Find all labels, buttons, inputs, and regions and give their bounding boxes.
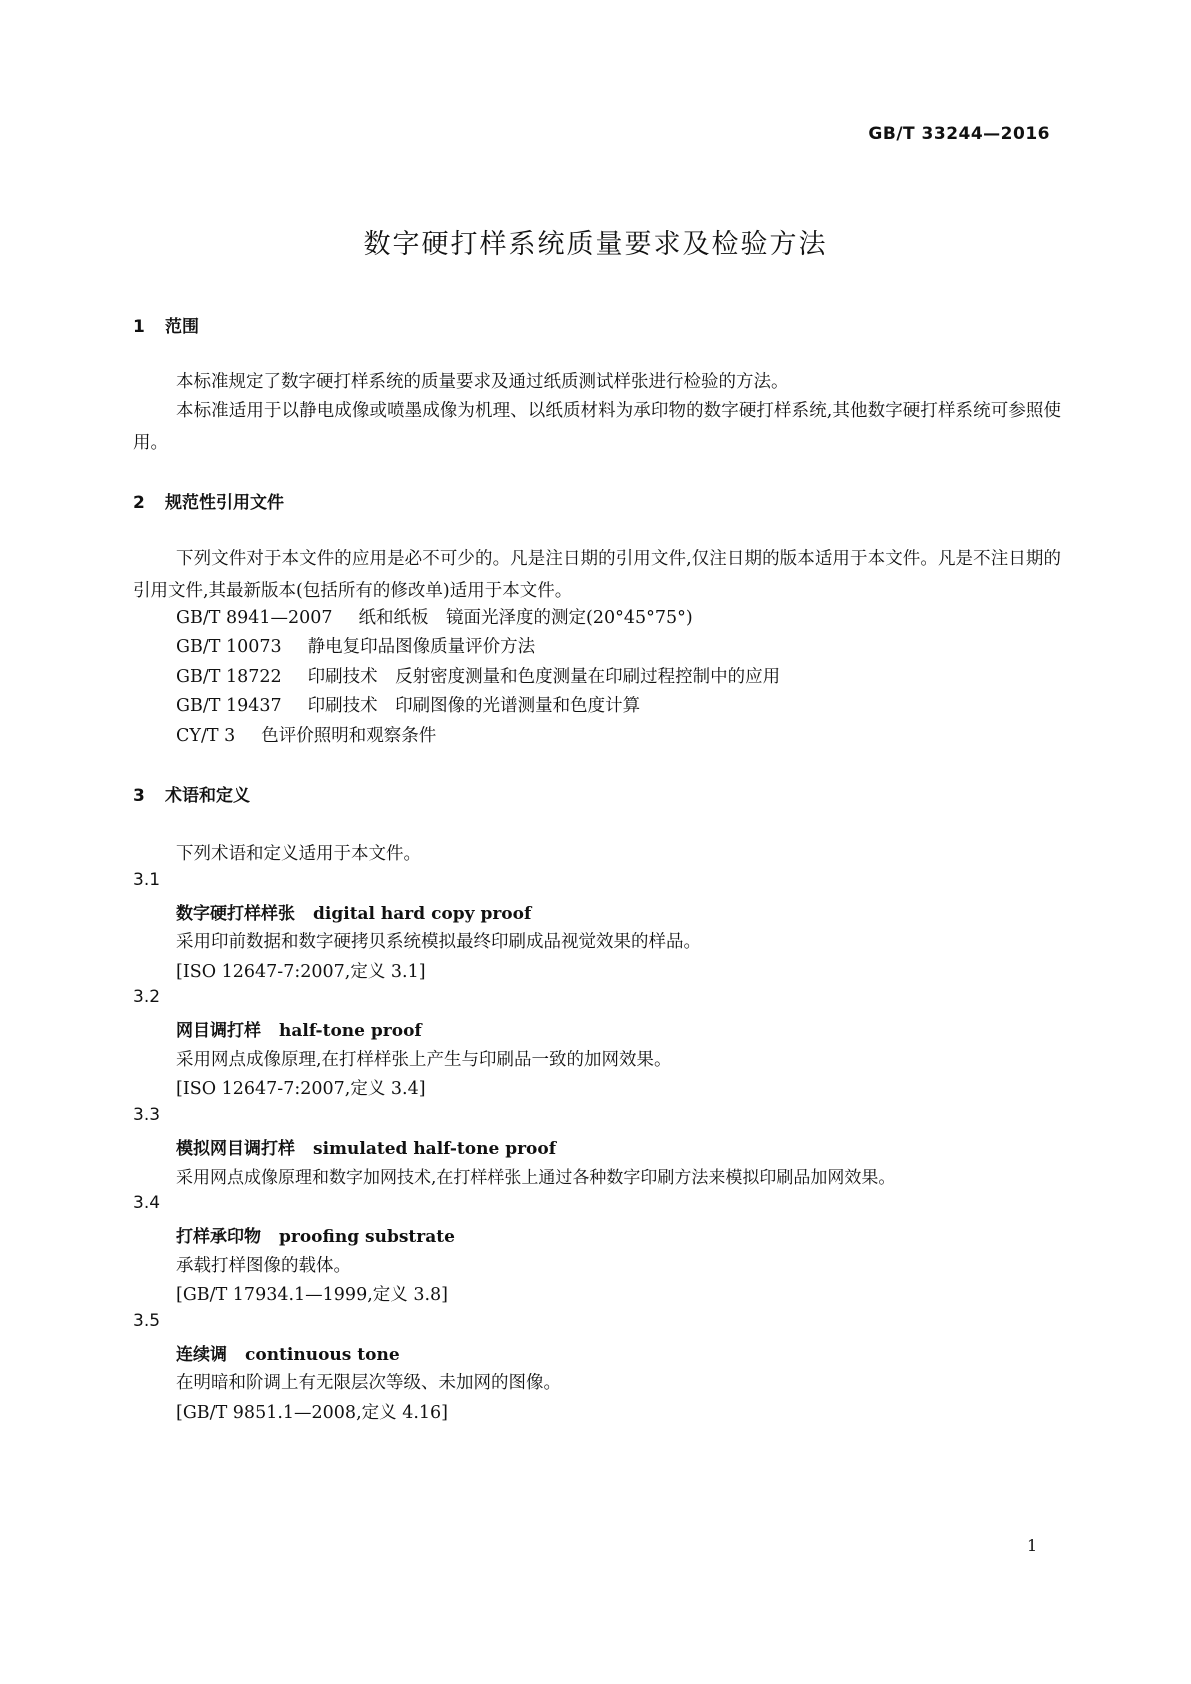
term-number: 3.3 [133, 1105, 161, 1125]
section-2-heading [133, 488, 284, 513]
reference-item [176, 722, 436, 747]
term-definition: 采用网点成像原理和数字加网技术,在打样样张上通过各种数字印刷方法来模拟印刷品加网效果。 [176, 1168, 896, 1188]
term-definition: 在明暗和阶调上有无限层次等级、未加网的图像。 [176, 1373, 561, 1393]
reference-title: 静电复印品图像质量评价方法 [307, 637, 536, 657]
reference-title: 印刷技术 印刷图像的光谱测量和色度计算 [307, 696, 641, 716]
term-heading [176, 899, 531, 924]
reference-title: 纸和纸板 镜面光泽度的测定(20°45°75°) [358, 608, 693, 628]
reference-title: 印刷技术 反射密度测量和色度测量在印刷过程控制中的应用 [307, 667, 781, 687]
term-heading [176, 1134, 556, 1159]
term-en: digital hard copy proof [313, 904, 532, 924]
term-source: [ISO 12647-7:2007,定义 3.1] [176, 962, 426, 982]
section-number: 1 [133, 317, 145, 337]
standard-code: GB/T 33244—2016 [868, 124, 1050, 144]
reference-item [176, 633, 535, 658]
term-heading [176, 1016, 422, 1041]
term-en: half-tone proof [279, 1021, 422, 1041]
section-3-heading [133, 781, 250, 806]
reference-code: GB/T 18722 [176, 667, 282, 687]
term-cn: 网目调打样 [176, 1021, 261, 1041]
term-cn: 打样承印物 [176, 1227, 261, 1247]
reference-item [176, 692, 640, 717]
term-heading [176, 1340, 400, 1365]
term-en: simulated half-tone proof [313, 1139, 557, 1159]
term-source: [GB/T 9851.1—2008,定义 4.16] [176, 1403, 448, 1423]
term-heading [176, 1222, 455, 1247]
term-definition: 采用网点成像原理,在打样样张上产生与印刷品一致的加网效果。 [176, 1050, 672, 1070]
section-title: 术语和定义 [165, 786, 250, 806]
term-cn: 模拟网目调打样 [176, 1139, 295, 1159]
reference-item [176, 604, 693, 629]
reference-title: 色评价照明和观察条件 [261, 726, 437, 746]
term-number: 3.2 [133, 987, 161, 1007]
term-definition: 采用印前数据和数字硬拷贝系统模拟最终印刷成品视觉效果的样品。 [176, 932, 701, 952]
term-number: 3.5 [133, 1311, 161, 1331]
reference-code: GB/T 19437 [176, 696, 282, 716]
term-number: 3.1 [133, 870, 161, 890]
section-1-heading [133, 312, 199, 337]
reference-item [176, 663, 780, 688]
term-definition: 承载打样图像的载体。 [176, 1256, 351, 1276]
section-number: 3 [133, 786, 145, 806]
page-number: 1 [1027, 1536, 1038, 1555]
reference-code: GB/T 10073 [176, 637, 282, 657]
term-source: [ISO 12647-7:2007,定义 3.4] [176, 1079, 426, 1099]
term-cn: 数字硬打样样张 [176, 904, 295, 924]
term-en: continuous tone [245, 1345, 400, 1365]
paragraph: 下列术语和定义适用于本文件。 [176, 844, 421, 864]
paragraph: 本标准适用于以静电成像或喷墨成像为机理、以纸质材料为承印物的数字硬打样系统,其他数字硬打样系统可参照使用。 [133, 401, 1061, 453]
term-source: [GB/T 17934.1—1999,定义 3.8] [176, 1285, 448, 1305]
term-en: proofing substrate [279, 1227, 455, 1247]
section-title: 范围 [165, 317, 199, 337]
term-number: 3.4 [133, 1193, 161, 1213]
section-number: 2 [133, 493, 145, 513]
section-title: 规范性引用文件 [165, 493, 284, 513]
reference-code: GB/T 8941—2007 [176, 608, 333, 628]
reference-code: CY/T 3 [176, 726, 236, 746]
document-title: 数字硬打样系统质量要求及检验方法 [363, 229, 828, 260]
term-cn: 连续调 [176, 1345, 227, 1365]
paragraph: 本标准规定了数字硬打样系统的质量要求及通过纸质测试样张进行检验的方法。 [176, 372, 789, 392]
paragraph: 下列文件对于本文件的应用是必不可少的。凡是注日期的引用文件,仅注日期的版本适用于本文件。凡是不注日期的引用文件,其最新版本(包括所有的修改单)适用于本文件。 [133, 549, 1061, 601]
